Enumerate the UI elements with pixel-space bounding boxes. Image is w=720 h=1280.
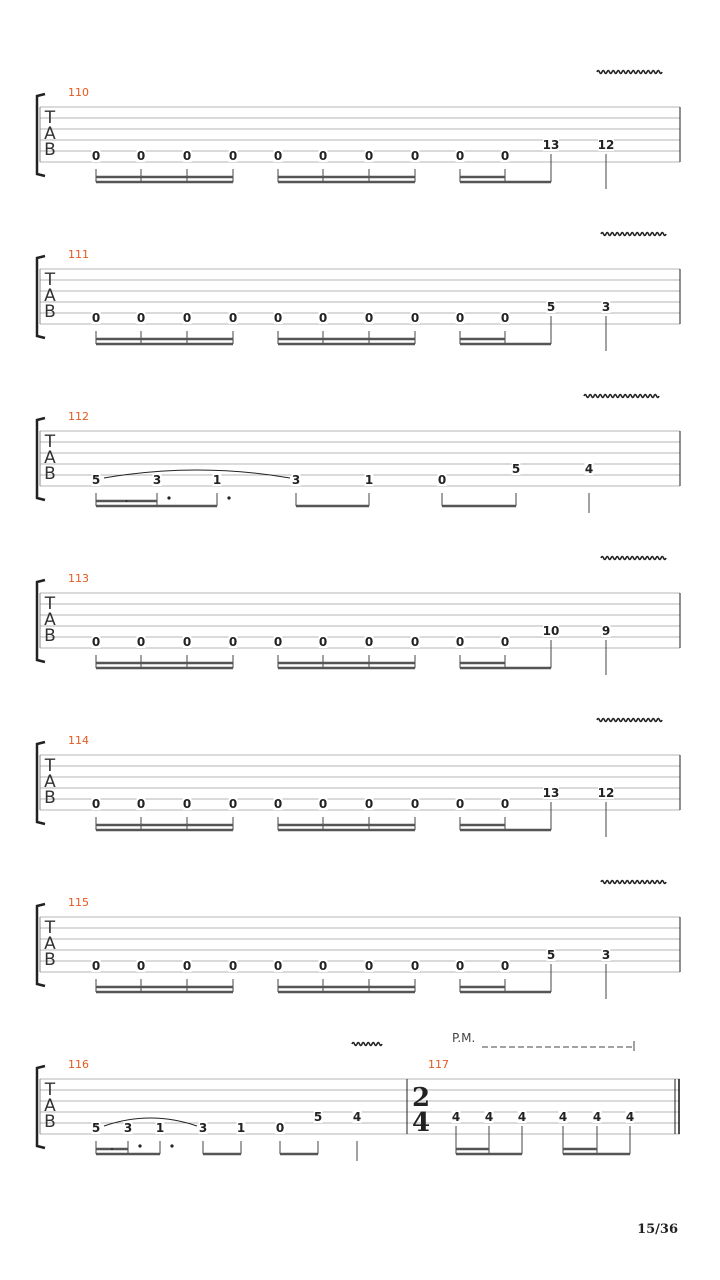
vibrato-mark	[352, 1043, 382, 1046]
measure-number: 113	[68, 572, 89, 585]
fret-number: 0	[228, 149, 238, 163]
tab-clef-letter: A	[44, 448, 56, 468]
vibrato-mark	[601, 233, 666, 236]
augmentation-dot	[138, 1144, 141, 1147]
fret-number: 10	[542, 624, 560, 638]
fret-number: 0	[364, 149, 374, 163]
fret-number: 0	[136, 635, 146, 649]
fret-number: 0	[455, 149, 465, 163]
fret-number: 12	[597, 786, 615, 800]
fret-number: 5	[91, 1121, 101, 1135]
fret-number: 0	[273, 635, 283, 649]
augmentation-dot	[227, 496, 230, 499]
fret-number: 0	[91, 311, 101, 325]
fret-number: 0	[273, 311, 283, 325]
augmentation-dot	[126, 500, 128, 502]
fret-number: 3	[601, 300, 611, 314]
fret-number: 13	[542, 786, 560, 800]
palm-mute-label: P.M.	[452, 1031, 476, 1045]
fret-number: 0	[318, 311, 328, 325]
fret-number: 0	[182, 149, 192, 163]
vibrato-mark	[597, 71, 662, 74]
fret-number: 3	[291, 473, 301, 487]
fret-number: 0	[91, 149, 101, 163]
fret-number: 0	[500, 311, 510, 325]
vibrato-mark	[601, 557, 666, 560]
measure-number: 117	[428, 1058, 449, 1071]
tab-clef-letter: T	[44, 270, 56, 290]
fret-number: 1	[236, 1121, 246, 1135]
tab-clef-letter: B	[44, 788, 56, 808]
fret-number: 0	[136, 149, 146, 163]
fret-number: 12	[597, 138, 615, 152]
fret-number: 5	[546, 300, 556, 314]
fret-number: 4	[352, 1110, 362, 1124]
tab-clef-letter: A	[44, 124, 56, 144]
vibrato-mark	[597, 719, 662, 722]
fret-number: 4	[517, 1110, 527, 1124]
fret-number: 3	[152, 473, 162, 487]
fret-number: 0	[437, 473, 447, 487]
fret-number: 0	[500, 635, 510, 649]
fret-number: 0	[500, 959, 510, 973]
augmentation-dot	[167, 496, 170, 499]
fret-number: 0	[410, 311, 420, 325]
fret-number: 0	[455, 635, 465, 649]
tab-clef-letter: B	[44, 950, 56, 970]
fret-number: 0	[91, 635, 101, 649]
fret-number: 0	[136, 959, 146, 973]
fret-number: 0	[318, 635, 328, 649]
fret-number: 0	[364, 797, 374, 811]
fret-number: 4	[584, 462, 594, 476]
tab-clef-letter: B	[44, 464, 56, 484]
fret-number: 4	[451, 1110, 461, 1124]
fret-number: 0	[228, 635, 238, 649]
fret-number: 0	[228, 797, 238, 811]
tie-slur	[104, 470, 290, 478]
fret-number: 0	[91, 959, 101, 973]
fret-number: 3	[198, 1121, 208, 1135]
tab-clef-letter: B	[44, 302, 56, 322]
fret-number: 0	[182, 959, 192, 973]
fret-number: 0	[410, 635, 420, 649]
fret-number: 0	[91, 797, 101, 811]
tab-clef-letter: T	[44, 108, 56, 128]
fret-number: 0	[410, 959, 420, 973]
fret-number: 0	[364, 959, 374, 973]
tab-clef-letter: A	[44, 1096, 56, 1116]
fret-number: 4	[558, 1110, 568, 1124]
augmentation-dot	[170, 1144, 173, 1147]
fret-number: 4	[625, 1110, 635, 1124]
fret-number: 4	[592, 1110, 602, 1124]
measure-number: 116	[68, 1058, 89, 1071]
tab-clef-letter: A	[44, 772, 56, 792]
fret-number: 1	[364, 473, 374, 487]
fret-number: 5	[313, 1110, 323, 1124]
fret-number: 0	[228, 959, 238, 973]
fret-number: 3	[601, 948, 611, 962]
fret-number: 0	[182, 311, 192, 325]
vibrato-mark	[601, 881, 666, 884]
fret-number: 5	[91, 473, 101, 487]
time-signature-bottom: 4	[411, 1108, 431, 1138]
fret-number: 13	[542, 138, 560, 152]
fret-number: 0	[182, 797, 192, 811]
fret-number: 9	[601, 624, 611, 638]
tab-clef-letter: T	[44, 756, 56, 776]
fret-number: 0	[318, 149, 328, 163]
time-signature-top: 2	[411, 1083, 431, 1113]
fret-number: 0	[410, 797, 420, 811]
measure-number: 110	[68, 86, 89, 99]
fret-number: 3	[123, 1121, 133, 1135]
measure-number: 115	[68, 896, 89, 909]
augmentation-dot	[111, 1148, 113, 1150]
measure-number: 114	[68, 734, 89, 747]
tab-clef-letter: A	[44, 286, 56, 306]
fret-number: 5	[511, 462, 521, 476]
fret-number: 0	[182, 635, 192, 649]
fret-number: 0	[275, 1121, 285, 1135]
fret-number: 0	[273, 149, 283, 163]
tab-clef-letter: T	[44, 1080, 56, 1100]
tab-clef-letter: B	[44, 626, 56, 646]
fret-number: 0	[455, 311, 465, 325]
tab-clef-letter: T	[44, 918, 56, 938]
fret-number: 0	[410, 149, 420, 163]
fret-number: 0	[455, 959, 465, 973]
measure-number: 112	[68, 410, 89, 423]
fret-number: 1	[155, 1121, 165, 1135]
page-number: 15/36	[637, 1222, 678, 1237]
fret-number: 0	[273, 797, 283, 811]
fret-number: 0	[500, 149, 510, 163]
fret-number: 0	[136, 311, 146, 325]
tab-clef-letter: T	[44, 432, 56, 452]
tab-clef-letter: B	[44, 140, 56, 160]
measure-number: 111	[68, 248, 89, 261]
fret-number: 0	[273, 959, 283, 973]
fret-number: 0	[455, 797, 465, 811]
tab-clef-letter: A	[44, 610, 56, 630]
fret-number: 0	[318, 959, 328, 973]
fret-number: 1	[212, 473, 222, 487]
fret-number: 0	[136, 797, 146, 811]
fret-number: 5	[546, 948, 556, 962]
fret-number: 0	[318, 797, 328, 811]
fret-number: 0	[364, 635, 374, 649]
tab-clef-letter: T	[44, 594, 56, 614]
tie-slur	[104, 1118, 197, 1126]
fret-number: 0	[500, 797, 510, 811]
fret-number: 4	[484, 1110, 494, 1124]
fret-number: 0	[364, 311, 374, 325]
tab-clef-letter: B	[44, 1112, 56, 1132]
tab-clef-letter: A	[44, 934, 56, 954]
vibrato-mark	[584, 395, 659, 398]
fret-number: 0	[228, 311, 238, 325]
